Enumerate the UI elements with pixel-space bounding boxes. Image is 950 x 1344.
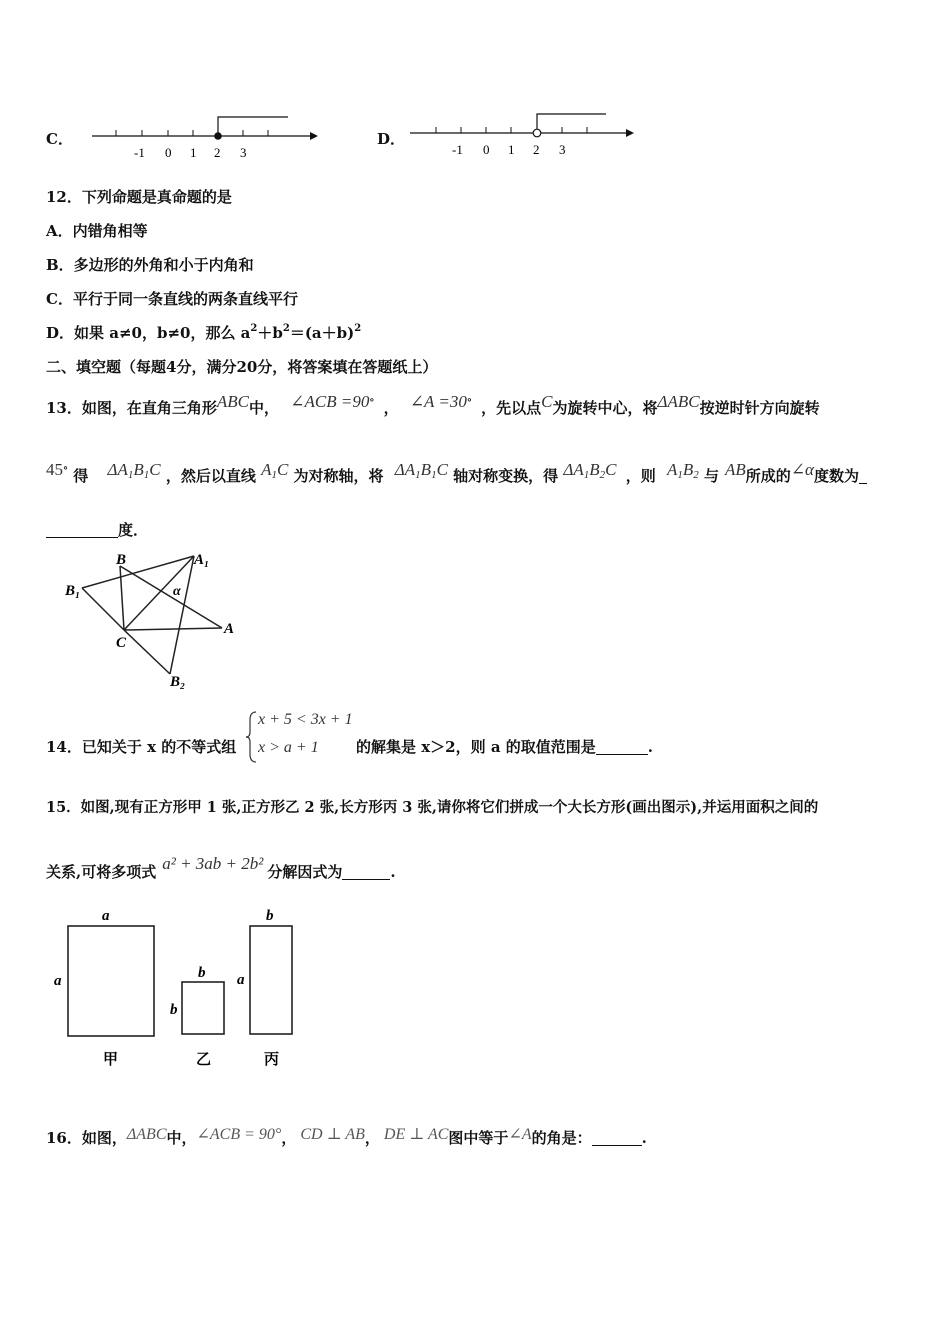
q12-stem: 12．下列命题是真命题的是 bbox=[46, 188, 232, 206]
q12-option-d: D．如果 a≠0，b≠0，那么 $a^2+b^2=(a+b)^2$ bbox=[46, 323, 362, 342]
label-a1: A₁ bbox=[194, 552, 210, 568]
tick-label: 1 bbox=[190, 145, 197, 160]
answer-blank[interactable] bbox=[596, 740, 648, 755]
axis-arrow bbox=[310, 132, 318, 140]
q14-tail: 的解集是 x＞2，则 a 的取值范围是 . bbox=[356, 738, 654, 756]
tick-label: -1 bbox=[452, 142, 463, 157]
answer-blank[interactable] bbox=[342, 865, 390, 880]
label-b1: B₁ bbox=[65, 583, 81, 599]
q12-option-b: B．多边形的外角和小于内角和 bbox=[46, 256, 254, 274]
answer-blank[interactable] bbox=[592, 1131, 642, 1146]
q14-stem: 14．已知关于 x 的不等式组 bbox=[46, 738, 237, 756]
label-a: A bbox=[224, 621, 235, 637]
number-line-c bbox=[88, 108, 318, 163]
tick-label: 3 bbox=[240, 145, 247, 160]
label-jia: 甲 bbox=[103, 1050, 119, 1068]
tick-label: 0 bbox=[483, 142, 490, 157]
label-c: C bbox=[116, 635, 127, 651]
label-b-top2: b bbox=[266, 908, 274, 924]
label-b: B bbox=[116, 552, 127, 568]
tick-label: 2 bbox=[214, 145, 221, 160]
option-d-label: D． bbox=[377, 130, 406, 148]
q13-figure bbox=[60, 546, 250, 691]
q15-figure bbox=[48, 902, 308, 1072]
square-jia bbox=[68, 926, 154, 1036]
rect-bing bbox=[250, 926, 292, 1034]
system-brace bbox=[244, 710, 258, 764]
label-a-left: a bbox=[54, 973, 62, 989]
option-c-label: C． bbox=[46, 130, 73, 148]
label-b-left: b bbox=[170, 1002, 178, 1018]
solution-ray bbox=[218, 117, 288, 136]
section-title: 二、填空题（每题4分，满分20分，将答案填在答题纸上） bbox=[46, 358, 438, 376]
q13-line1: 13．如图，在直角三角形ABC中， ∠ACB =90° ， ∠A =30° ，先以点C为旋转中心，将ΔABC按逆时针方向旋转 bbox=[46, 392, 820, 417]
q15-line2: 关系,可将多项式 a² + 3ab + 2b² 分解因式为 . bbox=[46, 854, 396, 881]
q13-line2: 45° 得 $\Delta A_1B_1C$ ，然后以直线 $A_1C$ 为对称轴，将 $\Delta A_1B_1C$ 轴对称变换，得 $\Delta A_1B_2C$ ，则 $A_1B_2$ 与 AB所成的∠α度数为 bbox=[46, 452, 867, 494]
label-b-top: b bbox=[198, 965, 206, 981]
square-yi bbox=[182, 982, 224, 1034]
q13-line3: 度． bbox=[46, 519, 148, 540]
label-a-left2: a bbox=[237, 972, 245, 988]
solid-point bbox=[214, 132, 222, 140]
number-line-d bbox=[406, 106, 636, 161]
tick-label: 2 bbox=[533, 142, 540, 157]
axis-arrow bbox=[626, 129, 634, 137]
tick-label: 0 bbox=[165, 145, 172, 160]
hollow-point bbox=[533, 129, 541, 137]
tick-label: -1 bbox=[134, 145, 145, 160]
solution-ray bbox=[537, 114, 606, 129]
answer-blank[interactable] bbox=[859, 469, 867, 484]
tick-label: 3 bbox=[559, 142, 566, 157]
answer-blank[interactable] bbox=[46, 523, 118, 538]
q12-option-c: C．平行于同一条直线的两条直线平行 bbox=[46, 290, 298, 308]
label-yi: 乙 bbox=[196, 1050, 212, 1068]
q12-option-a: A．内错角相等 bbox=[46, 222, 148, 240]
label-a-top: a bbox=[102, 908, 110, 924]
q16-line: 16．如图，ΔABC中，∠ACB = 90°， CD ⊥ AB， DE ⊥ AC图中等于∠A的角是： . bbox=[46, 1126, 647, 1147]
q15-line1: 15．如图,现有正方形甲 1 张,正方形乙 2 张,长方形丙 3 张,请你将它们拼成一个大长方形(画出图示),并运用面积之间的 bbox=[46, 799, 819, 816]
label-b2: B₂ bbox=[170, 674, 186, 690]
label-bing: 丙 bbox=[264, 1050, 280, 1068]
inequality-2: x > a + 1 bbox=[258, 739, 319, 756]
inequality-1: x + 5 < 3x + 1 bbox=[258, 711, 353, 728]
label-alpha: α bbox=[173, 584, 181, 599]
tick-label: 1 bbox=[508, 142, 515, 157]
